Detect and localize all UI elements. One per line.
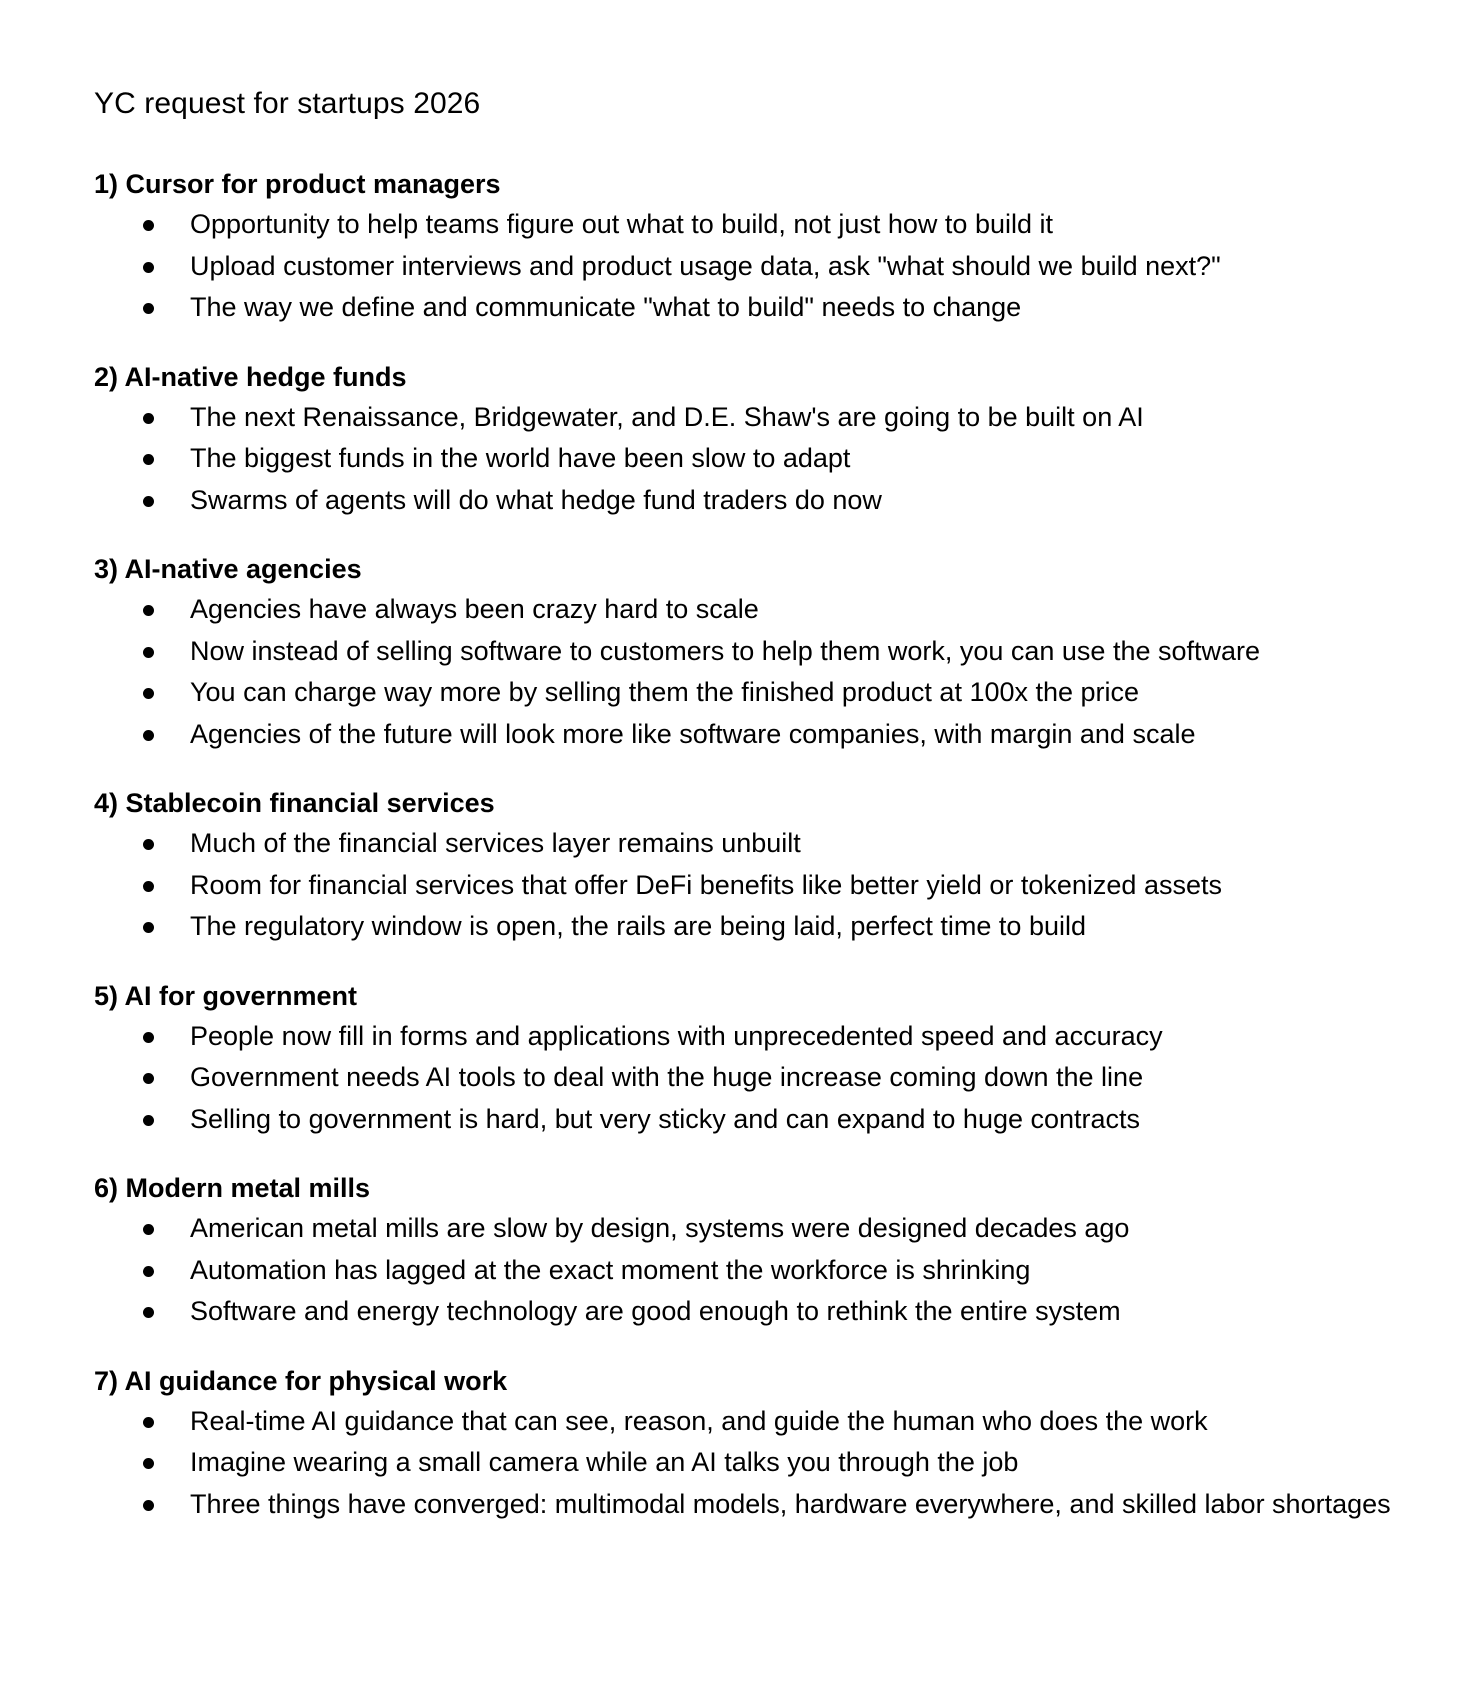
bullet-item <box>94 1250 1394 1292</box>
bullet-text: Automation has lagged at the exact moment the workforce is shrinking <box>190 1254 1031 1285</box>
bullet-dot-icon <box>143 496 154 507</box>
bullet-item <box>94 1208 1394 1250</box>
section-heading: 6) Modern metal mills <box>94 1173 371 1203</box>
bullet-dot-icon <box>143 647 154 658</box>
bullet-dot-icon <box>143 1073 154 1084</box>
bullet-text: Real-time AI guidance that can see, reason, and guide the human who does the work <box>190 1405 1208 1436</box>
section-heading: 3) AI-native agencies <box>94 554 362 584</box>
bullet-item <box>94 480 1394 522</box>
bullet-text: Agencies of the future will look more like software companies, with margin and scale <box>190 718 1196 749</box>
bullet-text: Much of the financial services layer remains unbuilt <box>190 828 801 858</box>
section-1 <box>94 164 1394 329</box>
bullet-list <box>94 1016 1394 1141</box>
bullet-list <box>94 1208 1394 1333</box>
bullet-list <box>94 204 1394 329</box>
bullet-dot-icon <box>143 1458 154 1469</box>
bullet-text: Upload customer interviews and product usage data, ask "what should we build next?" <box>190 250 1221 281</box>
bullet-item <box>94 246 1394 288</box>
section-4 <box>94 783 1394 948</box>
bullet-text: Imagine wearing a small camera while an AI talks you through the job <box>190 1447 1019 1477</box>
bullet-dot-icon <box>143 730 154 741</box>
bullet-list <box>94 823 1394 948</box>
bullet-item <box>94 1401 1394 1443</box>
bullet-item <box>94 287 1394 329</box>
bullet-item <box>94 1484 1394 1526</box>
sections-container <box>94 164 1394 1525</box>
document-body <box>94 82 1394 1553</box>
section-3 <box>94 549 1394 755</box>
bullet-dot-icon <box>143 881 154 892</box>
bullet-item <box>94 714 1394 756</box>
bullet-text: Three things have converged: multimodal models, hardware everywhere, and skilled labor shortages <box>190 1488 1391 1519</box>
bullet-item <box>94 438 1394 480</box>
bullet-dot-icon <box>143 605 154 616</box>
bullet-dot-icon <box>143 1115 154 1126</box>
section-heading: 5) AI for government <box>94 980 358 1011</box>
bullet-dot-icon <box>143 839 154 850</box>
bullet-dot-icon <box>143 303 154 314</box>
bullet-text: Opportunity to help teams figure out what to build, not just how to build it <box>190 209 1053 239</box>
bullet-text: Software and energy technology are good enough to rethink the entire system <box>190 1296 1121 1326</box>
bullet-dot-icon <box>143 1500 154 1511</box>
bullet-item <box>94 589 1394 631</box>
bullet-dot-icon <box>143 413 154 424</box>
bullet-dot-icon <box>143 454 154 465</box>
bullet-item <box>94 672 1394 714</box>
section-heading: 2) AI-native hedge funds <box>94 361 407 392</box>
document-title: YC request for startups 2026 <box>94 87 481 120</box>
bullet-list <box>94 1401 1394 1526</box>
bullet-item <box>94 1442 1394 1484</box>
section-heading: 7) AI guidance for physical work <box>94 1365 508 1396</box>
bullet-dot-icon <box>143 922 154 933</box>
bullet-list <box>94 397 1394 522</box>
bullet-dot-icon <box>143 1224 154 1235</box>
bullet-text: Room for financial services that offer DeFi benefits like better yield or tokenized assets <box>190 869 1222 900</box>
bullet-text: People now fill in forms and applications with unprecedented speed and accuracy <box>190 1020 1163 1051</box>
bullet-text: Swarms of agents will do what hedge fund traders do now <box>190 484 882 515</box>
bullet-list <box>94 589 1394 755</box>
bullet-item <box>94 865 1394 907</box>
bullet-item <box>94 823 1394 865</box>
section-7 <box>94 1361 1394 1526</box>
bullet-item <box>94 1057 1394 1099</box>
section-6 <box>94 1168 1394 1333</box>
bullet-text: Selling to government is hard, but very sticky and can expand to huge contracts <box>190 1103 1141 1134</box>
section-heading: 1) Cursor for product managers <box>94 169 501 199</box>
bullet-text: American metal mills are slow by design, systems were designed decades ago <box>190 1213 1130 1243</box>
bullet-text: The biggest funds in the world have been slow to adapt <box>190 443 851 473</box>
bullet-dot-icon <box>143 262 154 273</box>
bullet-text: The next Renaissance, Bridgewater, and D.E. Shaw's are going to be built on AI <box>190 401 1144 432</box>
bullet-dot-icon <box>143 1032 154 1043</box>
bullet-item <box>94 631 1394 673</box>
bullet-item <box>94 397 1394 439</box>
section-2 <box>94 357 1394 522</box>
bullet-text: Now instead of selling software to customers to help them work, you can use the software <box>190 635 1261 666</box>
bullet-text: You can charge way more by selling them the finished product at 100x the price <box>190 677 1140 707</box>
bullet-text: The regulatory window is open, the rails are being laid, perfect time to build <box>190 911 1086 941</box>
section-heading: 4) Stablecoin financial services <box>94 788 495 818</box>
bullet-item <box>94 906 1394 948</box>
bullet-item <box>94 1016 1394 1058</box>
bullet-item <box>94 1291 1394 1333</box>
bullet-item <box>94 204 1394 246</box>
bullet-text: Agencies have always been crazy hard to scale <box>190 594 759 624</box>
bullet-dot-icon <box>143 688 154 699</box>
bullet-text: Government needs AI tools to deal with the huge increase coming down the line <box>190 1062 1144 1092</box>
bullet-dot-icon <box>143 1417 154 1428</box>
bullet-dot-icon <box>143 1266 154 1277</box>
section-5 <box>94 976 1394 1141</box>
bullet-dot-icon <box>143 1307 154 1318</box>
bullet-text: The way we define and communicate "what to build" needs to change <box>190 292 1022 322</box>
bullet-dot-icon <box>143 220 154 231</box>
bullet-item <box>94 1099 1394 1141</box>
